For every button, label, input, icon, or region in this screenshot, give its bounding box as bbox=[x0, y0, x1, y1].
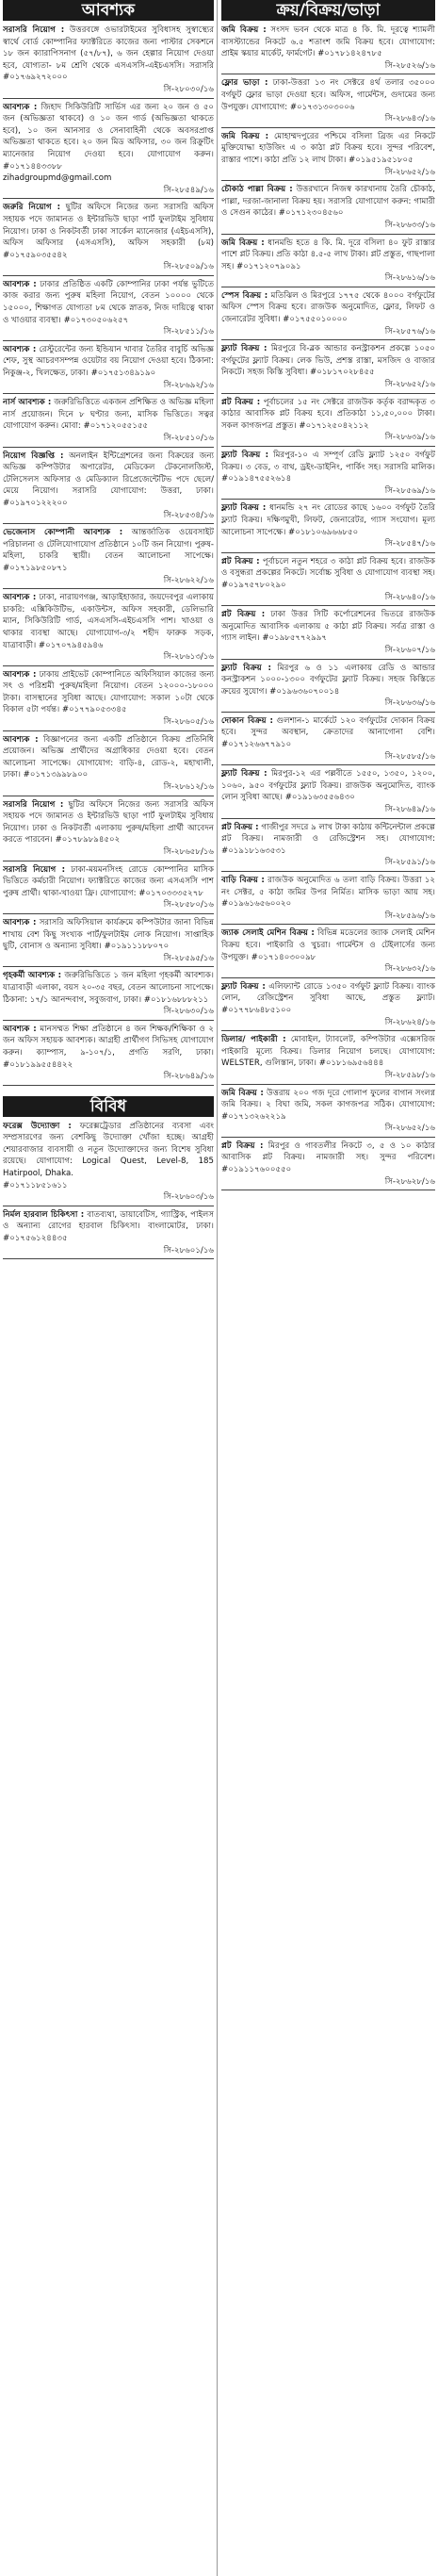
ad-separator bbox=[221, 1030, 435, 1031]
classified-ad bbox=[221, 715, 435, 765]
ad-body: উত্তরায় ২০০ গজ দূরে গোলাপ ফুলের বাগান সংলগ্ন জমি বিক্রয়। ২ বিঘা জমি, সকল কাগজপত্র সঠিক। যোগাযোগ: #০১৭১৩২৬২২১৯ bbox=[221, 1088, 435, 1122]
ad-body: ছুটির অফিসে নিজের জন্য সরাসরি অফিস সহায়ক পদে জামানত ও ইন্টারভিউ ছাড়া পার্ট ফুলটাইম সুবিধায় নিয়োগ। ঢাকা ও নিকটবর্তী এলাকায় পুরুষ/মহিলা প্রার্থী আবেদন করতে পারবেন। #০১৭৮৯৮৯৪৫০২ bbox=[3, 799, 214, 845]
ad-body: মিরপুর-১০ এ সম্পূর্ণ রেডি ফ্ল্যাট ১২৫০ বর্গফুট বিক্রয়। ৩ বেড, ৩ বাথ, ড্রইং-ডাইনিং, পার্কিং সহ। সরাসরি মালিক। #০১৯১৪৭৫৫২৬১৪ bbox=[221, 451, 435, 484]
ad-separator bbox=[3, 913, 214, 914]
ad-separator bbox=[3, 966, 214, 967]
ad-body: মানসম্মত শিক্ষা প্রতিষ্ঠানে ৪ জন শিক্ষক/শিক্ষিকা ও ২ জন অফিস সহায়ক আবশ্যক। আগ্রহী প্রার্থীগণ সিভিসহ যোগাযোগ করুন। ক্যাম্পাস, ৯-১০৭/১, প্রগতি সরণি, ঢাকা। #০১৮১৯৯৫৫৪৪২২ bbox=[3, 1024, 214, 1070]
ad-text bbox=[3, 917, 214, 953]
ad-title: আবশ্যক : bbox=[3, 669, 37, 680]
ad-text bbox=[221, 663, 435, 698]
ad-body: সংসদ ভবন থেকে মাত্র ৪ কি. মি. দূরত্বে শ্যামলী বাসস্ট্যান্ডের নিকটে ৬.৫ শতাংশ জমি বিক্রয় হবে। যোগাযোগ: প্রাইম স্কয়ার মার্কেট, ফার্মগেট। #০১৭৮১৪২৪৭৮৫ bbox=[221, 25, 435, 59]
classified-ad bbox=[221, 502, 435, 552]
classified-ad bbox=[221, 1088, 435, 1138]
ad-body: উত্তরখানে নিজস্ব কারখানায় তৈরি চৌকাঠ, পাল্লা, দরজা-জানালা বিক্রয় হয়। সরাসরি যোগাযোগ করুন: গামারী ও সেগুন কাঠের। #০১৭১২৩০৪৫৬০ bbox=[221, 185, 435, 219]
ad-text bbox=[221, 343, 435, 379]
ad-title: প্লট বিক্রয় : bbox=[221, 610, 266, 620]
classified-ad bbox=[221, 450, 435, 500]
ad-text bbox=[3, 102, 214, 173]
classified-ad bbox=[221, 663, 435, 713]
ad-code: সি-২৮৬২৪/১৬ bbox=[384, 1017, 435, 1027]
classified-ad bbox=[3, 734, 214, 796]
ad-code: সি-২৮৫৩৪/১৬ bbox=[163, 510, 214, 520]
ad-text bbox=[3, 527, 214, 574]
classified-ad bbox=[221, 1034, 435, 1084]
ad-text bbox=[3, 799, 214, 846]
ad-text bbox=[221, 184, 435, 220]
ad-title: আবশ্যক : bbox=[3, 279, 37, 289]
ad-code: সি-২৮৬৩২/১৬ bbox=[384, 964, 435, 975]
ad-title: নিয়োগ বিজ্ঞপ্তি : bbox=[3, 451, 64, 461]
ad-code: সি-২৮৫৯৬/১৬ bbox=[384, 911, 435, 921]
ad-title: নির্মল হারবাল চিকিৎসা : bbox=[3, 1209, 85, 1220]
ad-code: সি-২৮৫২৬/১৬ bbox=[384, 60, 435, 71]
ad-body: অনলাইন ইন্টিগ্রেশনের জন্য বিক্রয়ের জন্য অভিজ্ঞ কম্পিউটার অপারেটর, মেডিকেল টেকনোলজিস্ট, টেলিসেলস অফিসার ও মেডিক্যাল রিপ্রেজেন্টেটিভ পদে ছেলে/মেয়ে নিয়োগ। সরাসরি যোগাযোগ: উত্তরা, ঢাকা। #০১৯৭০১২২২০০ bbox=[3, 451, 214, 508]
ad-code: সি-২৮৬৩৯/১৬ bbox=[384, 433, 435, 443]
ad-code: সি-২৮৬৫৮/১৬ bbox=[163, 847, 214, 857]
ad-body: ঢাকার প্রতিষ্ঠিত একটি কোম্পানির ঢাকা পর্যন্ত ভুটিতে কাজ করার জন্য পুরুষ মহিলা নিয়োগ, বেতন ১০০০০ থেকে ১৫০০০, শিক্ষাগত যোগ্যতা ৮ম থেকে স্নাতক, নিজ দায়িত্বে থাকা ও খাওয়ার ব্যবস্থা। #০১৭৩০৫০৬২৫৭ bbox=[3, 279, 214, 325]
ad-separator bbox=[221, 764, 435, 765]
ad-title: জমি বিক্রয় : bbox=[221, 238, 265, 248]
ad-text bbox=[3, 864, 214, 900]
ad-text bbox=[221, 131, 435, 167]
ad-code: সি-২৮৬৩০/১৬ bbox=[163, 1007, 214, 1017]
ad-code: সি-২৮৬১৩/১৬ bbox=[163, 652, 214, 663]
ad-separator bbox=[3, 1020, 214, 1021]
classified-ad bbox=[3, 102, 214, 200]
ad-title: জরুরি নিয়োগ : bbox=[3, 203, 61, 213]
ad-title: ফ্ল্যাট বিক্রয় : bbox=[221, 451, 269, 460]
ad-text bbox=[221, 556, 435, 592]
ad-code: সি-২৮৫৮০/১৬ bbox=[163, 900, 214, 911]
ad-code: সি-২৮৬২৮/১৬ bbox=[384, 1176, 435, 1187]
section-header-wanted: আবশ্যক bbox=[3, 0, 214, 21]
ad-text bbox=[221, 1088, 435, 1124]
ad-separator bbox=[3, 98, 214, 99]
ad-separator bbox=[221, 552, 435, 553]
ad-separator bbox=[3, 1258, 214, 1259]
left-column bbox=[3, 0, 214, 2576]
ad-body: বিজ্ঞাপনের জন্য একটি প্রতিষ্ঠানে বিক্রয় প্রতিনিধি প্রয়োজন। অভিজ্ঞ প্রার্থীদের অগ্রাধিকার দেওয়া হবে। বেতন আলোচনা সাপেক্ষে। যোগাযোগ: বাড়ি-৪, রোড-২, মহাখালী, ঢাকা। #০১৭১৩৯৯৮৯০০ bbox=[3, 734, 214, 780]
ad-text bbox=[221, 1140, 435, 1176]
misc-ads-list bbox=[3, 1121, 214, 1260]
ad-body: সরাসরি অফিসিয়াল কার্যক্রমে কম্পিউটার জানা বিভিন্ন শাখায় বেশ কিছু সংখ্যক পার্ট/ফুলটাইম লোক নিয়োগ। সাপ্তাহিক ছুটি, বোনাস ও অন্যান্য সুবিধা। #০১৯১১১৮৮০৭০ bbox=[3, 917, 214, 952]
ad-separator bbox=[3, 447, 214, 448]
ad-separator bbox=[3, 523, 214, 524]
ad-body: গুলশান-১ মার্কেটে ১২০ বর্গফুটের দোকান বিক্রয় হবে। সুন্দর অবস্থান, ক্রেতাদের আনাগোনা বেশি। #০১৭১২৬৬৭৭৯১০ bbox=[221, 715, 435, 750]
wanted-ads-list bbox=[3, 25, 214, 1086]
ad-separator bbox=[221, 1084, 435, 1085]
ad-text bbox=[221, 715, 435, 751]
ad-code: সি-২৮৬৪৯/১৬ bbox=[163, 1072, 214, 1082]
ad-title: গৃহকর্মী আবশ্যক : bbox=[3, 971, 62, 981]
ad-title: সরাসরি নিয়োগ : bbox=[3, 864, 66, 875]
ad-title: সরাসরি নিয়োগ : bbox=[3, 799, 64, 810]
classified-ad bbox=[3, 527, 214, 589]
right-column bbox=[221, 0, 435, 2576]
ad-text bbox=[221, 609, 435, 645]
ad-title: স্পেস বিক্রয় : bbox=[221, 290, 268, 301]
ad-body: মিরপুর ও গাবতলীর নিকটে ৩, ৫ ও ১০ কাঠার আবাসিক প্লট বিক্রয়। নামজারী সহ। সুন্দর পরিবেশ। #০১৯১১৭৬০০৫৫০ bbox=[221, 1140, 435, 1175]
ad-text bbox=[3, 279, 214, 326]
ad-body: রেস্টুরেন্টের জন্য ইন্ডিয়ান খাবার তৈরির বাবুর্চি অভিজ্ঞ শেফ, সুস্থ আচরণসম্পন্ন ওয়েটার বয় নিয়োগ দেওয়া হবে। ঠিকানা: নিকুঞ্জ-২, খিলক্ষেত, ঢাকা। #০১৭৫১৩৪৯১৯০ bbox=[3, 344, 214, 379]
ad-phone: #০১৭১১৮৫১৬১১ bbox=[3, 1180, 68, 1190]
ad-code: সি-২৮৫৯৮/১৬ bbox=[384, 1070, 435, 1080]
ad-code: সি-২৮৬৫২/১৬ bbox=[384, 167, 435, 177]
classified-ad bbox=[3, 1209, 214, 1259]
ad-text bbox=[221, 981, 435, 1017]
classified-ad bbox=[3, 592, 214, 666]
ad-text bbox=[221, 238, 435, 273]
ad-title: আবশ্যক : bbox=[3, 344, 37, 354]
ad-code: সি-২৮৬১৬/১৬ bbox=[384, 273, 435, 284]
classified-ad bbox=[221, 875, 435, 925]
ad-title: দোকান বিক্রয় : bbox=[221, 715, 273, 726]
ad-separator bbox=[221, 180, 435, 181]
ad-text bbox=[3, 1024, 214, 1071]
ad-code: সি-২৮৫৮৫/১৬ bbox=[384, 751, 435, 762]
ad-body: মোহাম্মদপুরের পশ্চিমে বসিলা ব্রিজ এর নিকটে মুক্তিযোদ্ধা হাউজিং এ ৩ কাঠা প্লট বিক্রয় হবে। সুন্দর পরিবেশ, রাস্তার পাশে। কাঠা প্রতি ১২ লাখ টাকা। #০১৯৫১৯৫১৮০৫ bbox=[221, 131, 435, 165]
ad-body: ধানমন্ডি ২৭ নং রোডের কাছে ১৬০০ বর্গফুট তৈরি ফ্ল্যাট বিক্রয়। দক্ষিণমুখী, লিফট, জেনারেটর, গ্যাস সংযোগ। মূল্য আলোচনা সাপেক্ষে। #০১৮১০৬৯৬৬৮৫০ bbox=[221, 503, 435, 537]
ad-body: ফরেক্সট্রেডার প্রতিষ্ঠানের ব্যবসা এবং সম্প্রসারণের জন্য বেশকিছু উদ্যোক্তা খোঁজা হচ্ছে। আগ্রহী শেয়ারবাজার ব্যবসায়ী ও নতুন উদ্যোক্তাদের জন্য বিশেষ সুবিধা রয়েছে। যোগাযোগ: Logical Quest, Level-8, 185 Hatirpool, Dhaka. bbox=[3, 1121, 214, 1179]
ad-text bbox=[3, 451, 214, 510]
ad-text bbox=[3, 344, 214, 380]
classified-ad bbox=[221, 768, 435, 818]
ad-title: ফ্ল্যাট বিক্রয় : bbox=[221, 981, 266, 992]
ad-body: ঢাকা-ময়মনসিংহ রোডে কোম্পানির মাসিক ভিত্তিতে কর্মচারী নিয়োগ। ফ্যাক্টরিতে কাজের জন্য এসএসসি পাশ পুরুষ প্রার্থী। থাকা-খাওয়া ফ্রি। যোগাযোগ: #০১৭০৩৩৩৫২৭৮ bbox=[3, 864, 214, 898]
ad-code: সি-২৮৫৪৯/১৬ bbox=[163, 185, 214, 195]
ad-code: সি-২৮৫১০/১৬ bbox=[163, 434, 214, 443]
ad-title: ফরেক্স উদ্যোক্তা : bbox=[3, 1121, 72, 1131]
ad-text bbox=[221, 927, 435, 963]
ad-body: ধানমন্ডি হতে ৪ কি. মি. দূরে বসিলা ৪০ ফুট রাস্তার পাশে প্লট বিক্রয়। প্রতি কাঠা ৪.৫-৫ লাখ টাকা। প্লট প্রস্তুত, গাছপালা সহ। #০১৭১২০৭৯০৯১ bbox=[221, 238, 435, 271]
ad-title: আবশ্যক : bbox=[3, 102, 38, 112]
ad-title: ফ্ল্যাট বিক্রয় : bbox=[221, 344, 268, 354]
classified-ad bbox=[221, 397, 435, 447]
classified-ad bbox=[221, 927, 435, 977]
classified-ad bbox=[3, 344, 214, 394]
ad-separator bbox=[221, 446, 435, 447]
classified-ad bbox=[3, 25, 214, 99]
ad-text bbox=[221, 25, 435, 60]
ad-code: সি-২৮৬৯২/১৬ bbox=[163, 380, 214, 390]
ad-body: ঢাকা, নারায়ণগঞ্জ, আড়াইহাজার, জয়দেবপুর এলাকায় চাকরি: এক্সিকিউটিভ, একাউন্টস, অফিস সহকারী, ডেলিভারি ম্যান, সিকিউরিটি গার্ড, এসএসসি-এইচএসসি পাশ। খাওয়া ও থাকার ব্যবস্থা আছে। যোগাযোগ-৩/২ শহীদ ফারুক সড়ক, যাত্রাবাড়ী। #০১৭০৭৯৪৫৯৪৬ bbox=[3, 593, 214, 650]
ad-body: ঢাকা উত্তর সিটি কর্পোরেশনের ভিতরে রাজউক অনুমোদিত আবাসিক এলাকায় ৫ কাঠা প্লট বিক্রয়। সর্বত্র রাস্তা ও গ্যাস লাইন। #০১৯৮৫৭৭২৯৯৭ bbox=[221, 610, 435, 644]
ad-code: সি-২৮৬০৫/১৬ bbox=[163, 717, 214, 728]
ad-separator bbox=[221, 393, 435, 394]
classified-ad bbox=[3, 669, 214, 731]
ad-text bbox=[221, 875, 435, 911]
ad-code: সি-২৮৬০৩/১৬ bbox=[163, 1192, 214, 1203]
ad-body: ঢাকা-উত্তরা ১৩ নং সেক্টরে ৪র্থ তলার ৩৫০০০ বর্গফুট ফ্লোর ভাড়া দেওয়া হবে। অফিস, গার্মেন্টস, গুদামের জন্য উপযুক্ত। যোগাযোগ: #০১৭৩১৩০৩০০৬ bbox=[221, 78, 435, 112]
buy-sell-ads-list bbox=[221, 25, 435, 1190]
ad-separator bbox=[3, 588, 214, 589]
classified-ad bbox=[3, 202, 214, 276]
ad-body: উত্তরবঙ্গে ওভারটাইমের সুবিধাসহ সুস্বাস্থ্যের স্বার্থে বোর্ড কোম্পানির ফ্যাক্টরিতে কাজের জন্য পাস্টার সেকশনে ১৮ জন ক্যারাপিসনাগ (৫৭/৮৭), ৬ জন হেল্পার নিয়োগ দেওয়া হবে, যোগ্যতা- ৮ম শ্রেণি থেকে এসএসসি-এইচএসসি। সরাসরি #০১৭৬৯২৭২০০০ bbox=[3, 25, 214, 83]
ad-code: সি-২৮৬০৭/১৬ bbox=[384, 645, 435, 655]
ad-text bbox=[3, 1209, 214, 1245]
classified-ad bbox=[3, 864, 214, 914]
ad-code: সি-২৮৬৩৩/১৬ bbox=[384, 220, 435, 230]
ad-body: গাজীপুর সদরে ৯ লাখ টাকা কাঠায় কন্টিনেন্টাল প্রকল্পে প্লট বিক্রয়। নামজারী ও রেজিস্ট্রেশন সহ। যোগাযোগ: #০১৯১৮১৬৩৫৩১ bbox=[221, 822, 435, 856]
ad-separator bbox=[221, 712, 435, 713]
ad-body: এলিফ্যান্ট রোডে ১৩৫০ বর্গফুট ফ্ল্যাট বিক্রয়। ব্যাংক লোন, রেজিস্ট্রেশন সুবিধা আছে, প্রস্তুত ফ্ল্যাট। #০১৭৭৮৬৪৮৫১০০ bbox=[221, 981, 435, 1015]
ad-body: পূর্বাচলের ১৫ নং সেক্টরে রাজউক কর্তৃক বরাদ্দকৃত ৩ কাঠার আবাসিক প্লট বিক্রয় হবে। প্রতিকাঠা ১১,৫০,০০০ টাকা। সকল কাগজপত্র প্রস্তুত। #০১৭১২৫০৪২১১২ bbox=[221, 397, 435, 431]
classified-ad bbox=[221, 184, 435, 234]
ad-separator bbox=[221, 977, 435, 978]
ad-body: মিরপুরে বি-ব্লক আন্ডার কনস্ট্রাকশন প্রকল্পে ১০৫০ বর্গফুটের ফ্ল্যাট বিক্রয়। লেক ভিউ, প্রশস্ত রাস্তা, মসজিদ ও বাজার নিকটে। সহজ কিস্তি সুবিধা। #০১৮১৭০২৮৪৫৫ bbox=[221, 344, 435, 378]
ad-separator bbox=[221, 924, 435, 925]
classified-ad bbox=[221, 609, 435, 659]
ad-code: সি-২৮৬১২/১৬ bbox=[163, 782, 214, 793]
ad-title: প্লট বিক্রয় : bbox=[221, 397, 261, 407]
ad-title: আবশ্যক : bbox=[3, 917, 37, 927]
classified-ad bbox=[221, 77, 435, 127]
ad-code: সি-২৮৬৫২/১৬ bbox=[384, 380, 435, 390]
classified-ad bbox=[3, 799, 214, 861]
classified-ad bbox=[221, 556, 435, 606]
ad-code: সি-২৮৫০৯/১৬ bbox=[163, 262, 214, 272]
ad-title: জমি বিক্রয় : bbox=[221, 25, 267, 35]
ad-code: সি-২৮০৩০/১৬ bbox=[163, 84, 214, 94]
ad-text bbox=[221, 77, 435, 113]
ad-separator bbox=[221, 659, 435, 660]
ad-title: ফ্ল্যাট বিক্রয় : bbox=[221, 663, 271, 673]
column-divider bbox=[217, 0, 218, 2576]
ad-separator bbox=[3, 1085, 214, 1086]
classified-ad bbox=[3, 1024, 214, 1086]
ad-code: সি-২৮৬৪৯/১৬ bbox=[384, 805, 435, 815]
section-header-buy-sell-rent: ক্রয়/বিক্রয়/ভাড়া bbox=[221, 0, 435, 21]
classified-ad bbox=[221, 25, 435, 74]
ad-title: প্লট বিক্রয় : bbox=[221, 1140, 264, 1151]
ad-text bbox=[3, 669, 214, 716]
ad-code: সি-২৮৫৪৭/১৬ bbox=[384, 539, 435, 550]
ad-separator bbox=[221, 499, 435, 500]
ad-text bbox=[3, 734, 214, 781]
ad-text bbox=[3, 202, 214, 261]
ad-title: চৌকাঠ পাল্লা বিক্রয় : bbox=[221, 185, 293, 195]
ad-title: আবশ্যক : bbox=[3, 734, 39, 745]
ad-text bbox=[221, 822, 435, 858]
ad-body: পূর্বাচলে নতুন শহরে ৩ কাঠা প্লট বিক্রয় হবে। রাজউক ও বসুন্ধরা প্রকল্পের নিকটে। সর্বোচ্চ সুবিধা ও যোগাযোগ ব্যবস্থা সহ। #০১৯৭৫৭৮০২৯০ bbox=[221, 556, 435, 590]
classified-ad bbox=[221, 1140, 435, 1190]
ad-separator bbox=[221, 871, 435, 872]
ad-code: সি-২৮৫৬৯/১৬ bbox=[384, 485, 435, 496]
ad-separator bbox=[3, 393, 214, 394]
ad-body: মিরপুর ৬ ও ১১ এলাকায় রেডি ও আন্ডার কনস্ট্রাকশন ১০০০-১৩০০ বর্গফুটের ফ্ল্যাট বিক্রয়। সহজ কিস্তিতে ক্রয়ের সুযোগ। #০১৯৬৩৬০৭০০১৪ bbox=[221, 663, 435, 697]
ad-code: সি-২৮৬০১/১৬ bbox=[163, 1245, 214, 1255]
ad-title: ফ্ল্যাট বিক্রয় : bbox=[221, 769, 268, 779]
ad-body: বিভিন্ন মডেলের জ্যাক সেলাই মেশিন বিক্রয় হবে। পাইকারি ও খুচরা। গার্মেন্টস ও টেইলার্সের জন্য উপযুক্ত। #০১৭১৪০৩০০৯৮ bbox=[221, 928, 435, 962]
ad-title: নার্স আবশ্যক : bbox=[3, 398, 52, 408]
ad-body: জরুরিভিত্তিতে একজন প্রশিক্ষিত ও অভিজ্ঞ মহিলা নার্স প্রয়োজন। দিনে ৮ ঘণ্টার জন্য, মাসিক ভিত্তিতে। সত্বর যোগাযোগ করুন। মোবা: #০১৭১২০৫৫১৫৫ bbox=[3, 398, 214, 432]
classified-ad bbox=[3, 451, 214, 525]
ad-separator bbox=[221, 339, 435, 340]
classified-ad bbox=[3, 1121, 214, 1206]
ad-code: সি-২৮৬৩৬/১৬ bbox=[384, 698, 435, 709]
ad-code: সি-২৮৫১১/১৬ bbox=[163, 327, 214, 337]
ad-title: ভেজেনাস কোম্পানী আবশ্যক : bbox=[3, 528, 123, 538]
ad-code: সি-২৮৫৯১/১৬ bbox=[384, 858, 435, 868]
ad-separator bbox=[3, 275, 214, 276]
classified-ad bbox=[221, 981, 435, 1031]
ad-text bbox=[221, 502, 435, 538]
classified-ad bbox=[221, 290, 435, 340]
ad-title: ফ্লোর ভাড়া : bbox=[221, 78, 268, 89]
ad-body: আন্তর্জাতিক ওয়েবসাইট পরিচালনা ও টেলিযোগাযোগ প্রতিষ্ঠানে ১০টি জন নিয়োগ। পুরুষ-মহিলা, চাকরি স্থায়ী। বেতন আলোচনা সাপেক্ষে। #০১৭১৯৮৫০৮৭১ bbox=[3, 528, 214, 573]
ad-body: জিহাদ সিকিউরিটি সার্ভিস এর জন্য ২০ জন ও ৫০ জন (অভিজ্ঞতা থাকবে) ও ১০ জন গার্ড (অভিজ্ঞতা থাকতে হবে), ১০ জন আনসার ও সেনাবাহিনী থেকে অবসরপ্রাপ্ত অভিজ্ঞতা থাকতে হবে। ২০ জন মিড অফিসার, ৩০ জন রিক্রুটিং ম্যানেজার নিয়োগ দেওয়া হবে। যোগাযোগ করুন। #০১৭১৪৪৩৩৮৮ bbox=[3, 102, 214, 172]
ad-body: রাজউক অনুমোদিত ৬ তলা বাড়ি বিক্রয়। উত্তরা ১২ নং সেক্টর, ৫ কাঠা জমির উপর নির্মিত। মাসিক ভাড়া আয় সহ। #০১৯৬১৬৫৬০০২০ bbox=[221, 876, 435, 910]
classified-ad bbox=[3, 917, 214, 967]
ad-code: সি-২৮৬২২/১৬ bbox=[163, 575, 214, 585]
ad-body: ঢাকায় প্রাইভেট কোম্পানিতে অফিসিয়াল কাজের জন্য সৎ ও পরিশ্রমী পুরুষ/মহিলা নিয়োগ। বেতন ১২০০০-১৮০০০ টাকা। বাসস্থানের সুবিধা আছে। যোগাযোগ: সকাল ১০টা থেকে বিকাল ৫টা পর্যন্ত। #০১৭৭৯০৫৩৩৪৫ bbox=[3, 669, 214, 715]
ad-code: সি-২৮৫৭৬/১৬ bbox=[384, 326, 435, 336]
ad-title: আবশ্যক : bbox=[3, 593, 37, 603]
ad-title: বাড়ি বিক্রয় : bbox=[221, 876, 265, 885]
classified-ad bbox=[221, 238, 435, 287]
ad-separator bbox=[3, 665, 214, 666]
ad-body: মিরপুর-১২ এর পল্লবীতে ১৫৫০, ১৩৫০, ১২০০, ১০৬০, ৯৫০ বর্গফুটের ফ্ল্যাট বিক্রয়। রাজউক অনুমোদিত, ব্যাংক লোন সুবিধা আছে। #০১৯১৬৩৫৫৬৪৩০ bbox=[221, 769, 435, 803]
ad-title: জমি বিক্রয় : bbox=[221, 131, 269, 141]
ad-code: সি-২৮৬৪৩/১৬ bbox=[384, 114, 435, 124]
ad-text bbox=[221, 768, 435, 804]
ad-text bbox=[221, 290, 435, 326]
ad-text bbox=[221, 397, 435, 433]
ad-code: সি-২৮৬৪০/১৬ bbox=[384, 592, 435, 602]
ad-body: ছুটির অফিসে নিজের জন্য সরাসরি অফিস সহায়ক পদে জামানত ও ইন্টারভিউ ছাড়া পার্ট ফুলটাইম সুবিধায় নিয়োগ। ঢাকা ও নিকটবর্তী ঢাকা সার্কেল ম্যানেজার (এইচএসসি), অফিস অফিসার (এসএসসি), অফিস সহকারী (৮ম) #০১৭৫৯০৩৫৫৪২ bbox=[3, 203, 214, 260]
ad-separator bbox=[221, 605, 435, 606]
ad-text bbox=[3, 1121, 214, 1180]
classified-ad bbox=[3, 397, 214, 447]
ad-title: সরাসরি নিয়োগ : bbox=[3, 25, 65, 35]
ad-title: প্লট বিক্রয় : bbox=[221, 822, 259, 832]
ad-body: মোবাইল, ট্যাবলেট, কম্পিউটার এক্সেসরিজ পাইকারি মূল্যে বিক্রয়। ডিলার নিয়োগ চলছে। যোগাযোগ: WELSTER, গুলিস্তান, ঢাকা। #০১৮১৬৯৫৬৪৪৪ bbox=[221, 1035, 435, 1069]
ad-title: প্লট বিক্রয় : bbox=[221, 556, 260, 566]
classified-ad bbox=[3, 970, 214, 1020]
classified-ad bbox=[3, 279, 214, 341]
ad-separator bbox=[221, 818, 435, 819]
ad-body: জরুরিভিত্তিতে ১ জন মহিলা গৃহকর্মী আবশ্যক। যাত্রাবাড়ী এলাকা, বয়স ২০-৩৫ বছর, বেতন আলোচনা সাপেক্ষে। ঠিকানা: ১৭/১ আনন্দবাগ, সবুজবাগ, ঢাকা। #০১৮১৬৮৮৮২১১ bbox=[3, 971, 214, 1005]
ad-title: ফ্ল্যাট বিক্রয় : bbox=[221, 503, 267, 514]
ad-title: ডিলার/ পাইকারী : bbox=[221, 1035, 286, 1045]
ad-text bbox=[3, 592, 214, 651]
section-header-misc: বিবিধ bbox=[3, 1096, 214, 1117]
ad-separator bbox=[3, 730, 214, 731]
ad-code: সি-২৮৬৫২/১৬ bbox=[384, 1124, 435, 1134]
classified-ad bbox=[221, 131, 435, 181]
ad-separator bbox=[3, 198, 214, 199]
ad-title: জ্যাক সেলাই মেশিন বিক্রয় : bbox=[221, 928, 315, 939]
ad-text bbox=[221, 1034, 435, 1070]
ad-separator bbox=[221, 1137, 435, 1138]
ad-title: জমি বিক্রয় : bbox=[221, 1088, 264, 1098]
ad-text bbox=[3, 970, 214, 1006]
classified-ad bbox=[221, 343, 435, 393]
ad-separator bbox=[221, 127, 435, 128]
ad-code: সি-২৮৫৯৫/১৬ bbox=[163, 953, 214, 963]
ad-email[interactable]: zihadgroupmd@gmail.com bbox=[3, 173, 112, 184]
ad-body: মতিঝিল ও মিরপুরে ১৭৭৫ থেকে ৪০০০ বর্গফুটের অফিস স্পেস বিক্রয় হবে। রাজউক অনুমোদিত, ফ্লোর, লিফট ও জেনারেটর সুবিধা। #০১৭৫৫০১০০০০ bbox=[221, 290, 435, 325]
ad-text bbox=[221, 450, 435, 485]
ad-text bbox=[3, 25, 214, 84]
ad-separator bbox=[221, 234, 435, 235]
ad-body: বাতব্যথা, ডায়াবেটিস, গ্যাস্ট্রিক, পাইলস ও অন্যান্য রোগের হারবাল চিকিৎসা। বাংলামোটর, ঢাকা। #০১৭৫৬১২৪৪৩৫ bbox=[3, 1209, 214, 1244]
ad-separator bbox=[3, 340, 214, 341]
classified-ad bbox=[221, 822, 435, 872]
ad-title: আবশ্যক : bbox=[3, 1024, 37, 1034]
ad-text bbox=[3, 397, 214, 433]
